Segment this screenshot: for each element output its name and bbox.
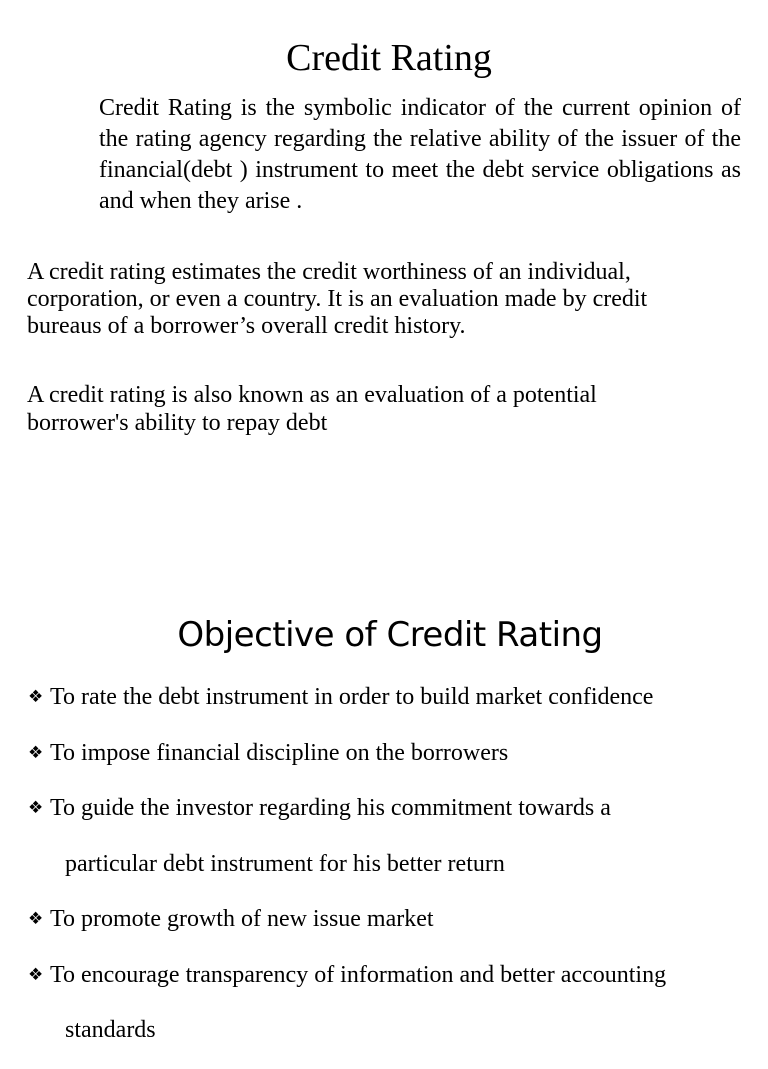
objective-text: To promote growth of new issue market [50,906,434,932]
objective-item [28,791,758,847]
objective-item [28,958,758,1014]
objective-item-continuation [28,1013,758,1069]
credit-rating-description [27,259,727,340]
objective-item [28,736,758,792]
diamond-bullet-icon: ❖ [28,909,44,929]
objective-text: standards [65,1017,156,1043]
objective-item-continuation [28,847,758,903]
description-line: A credit rating estimates the credit worthiness of an individual, [27,259,631,285]
objectives-list [28,680,758,1069]
objectives-heading: Objective of Credit Rating [177,615,603,655]
credit-rating-alt-definition [27,381,727,437]
diamond-bullet-icon: ❖ [28,964,44,985]
objective-text: particular debt instrument for his better return [65,850,505,877]
diamond-bullet-icon: ❖ [28,687,44,707]
objective-text: To encourage transparency of information and better accounting [50,961,667,988]
description-line: corporation, or even a country. It is an evaluation made by credit [27,286,648,312]
objective-item [28,680,758,736]
alt-definition-line: A credit rating is also known as an evaluation of a potential [27,382,597,408]
description-line: bureaus of a borrower’s overall credit history. [27,313,466,339]
objective-text: To rate the debt instrument in order to build market confidence [50,684,654,710]
objective-text: To guide the investor regarding his commitment towards a [50,795,611,821]
objective-item [28,902,758,958]
definition-paragraph: Credit Rating is the symbolic indicator of the current opinion of the rating agency regarding the relative ability of the issuer of the financial(debt ) instrument to meet the debt service obligations as and when they arise . [99,95,741,214]
page-title: Credit Rating [286,37,492,79]
alt-definition-line: borrower's ability to repay debt [27,410,328,436]
objective-text: To impose financial discipline on the borrowers [50,739,509,766]
diamond-bullet-icon: ❖ [28,742,44,763]
diamond-bullet-icon: ❖ [28,798,44,818]
